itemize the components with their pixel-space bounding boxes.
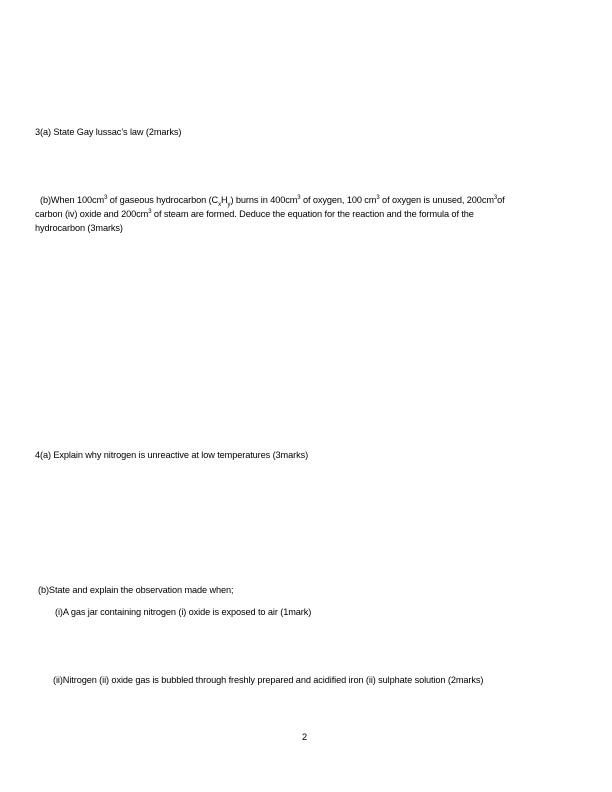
question-3b-line-3: hydrocarbon (3marks)	[35, 223, 123, 233]
question-4a: 4(a) Explain why nitrogen is unreactive at low temperatures (3marks)	[35, 450, 309, 460]
question-3b-line-2: carbon (iv) oxide and $200cm^3$ of steam are formed. Deduce the equation for the reaction and the formula of the	[35, 208, 474, 219]
question-3a: 3(a) State Gay lussac’s law (2marks)	[35, 127, 182, 137]
question-4b-ii: (ii)Nitrogen (ii) oxide gas is bubbled through freshly prepared and acidified iron (ii) sulphate solution (2marks)	[53, 675, 484, 685]
page-number: 2	[302, 732, 308, 742]
question-4b: (b)State and explain the observation made when;	[38, 585, 234, 595]
question-3b-line-1: (b)When $100cm^3$ of gaseous hydrocarbon $(C_xH_y)$ burns in $400cm^3$ of oxygen, 100 $cm^3$ of oxygen is unused, $200cm^3of$	[40, 194, 505, 208]
question-4b-i: (i)A gas jar containing nitrogen (i) oxide is exposed to air (1mark)	[55, 607, 312, 617]
